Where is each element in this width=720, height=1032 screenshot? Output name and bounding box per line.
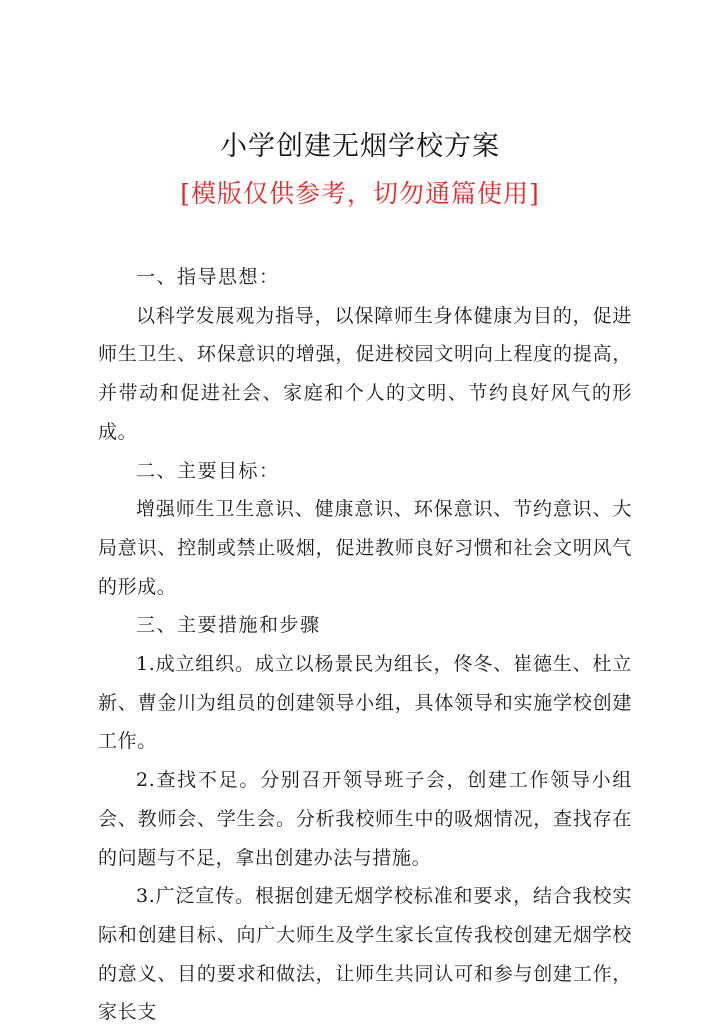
document-title: 小学创建无烟学校方案 xyxy=(220,131,500,162)
paragraph-guiding-thought: 以科学发展观为指导，以保障师生身体健康为目的，促进师生卫生、环保意识的增强，促进校园文明向上程度的提高，并带动和促进社会、家庭和个人的文明、节约良好风气的形成。 xyxy=(98,304,632,443)
paragraph-main-goals: 增强师生卫生意识、健康意识、环保意识、节约意识、大局意识、控制或禁止吸烟，促进教师良好习惯和社会文明风气的形成。 xyxy=(98,498,632,598)
section-heading-measures-steps: 三、主要措施和步骤 xyxy=(136,614,321,637)
document-body xyxy=(98,258,632,1032)
template-notice: [模版仅供参考，切勿通篇使用] xyxy=(180,179,540,208)
section-heading-guiding-thought: 一、指导思想： xyxy=(136,266,280,288)
paragraph-step-3: 3.广泛宣传。根据创建无烟学校标准和要求，结合我校实际和创建目标、向广大师生及学生家长宣传我校创建无烟学校的意义、目的要求和做法，让师生共同认可和参与创建工作，家长支 xyxy=(98,885,632,1024)
paragraph-step-2: 2.查找不足。分别召开领导班子会，创建工作领导小组会、教师会、学生会。分析我校师生中的吸烟情况，查找存在的问题与不足，拿出创建办法与措施。 xyxy=(98,769,632,869)
section-heading-main-goals: 二、主要目标： xyxy=(136,459,280,482)
paragraph-step-1: 1.成立组织。成立以杨景民为组长，佟冬、崔德生、杜立新、曹金川为组员的创建领导小组，具体领导和实施学校创建工作。 xyxy=(98,653,632,753)
